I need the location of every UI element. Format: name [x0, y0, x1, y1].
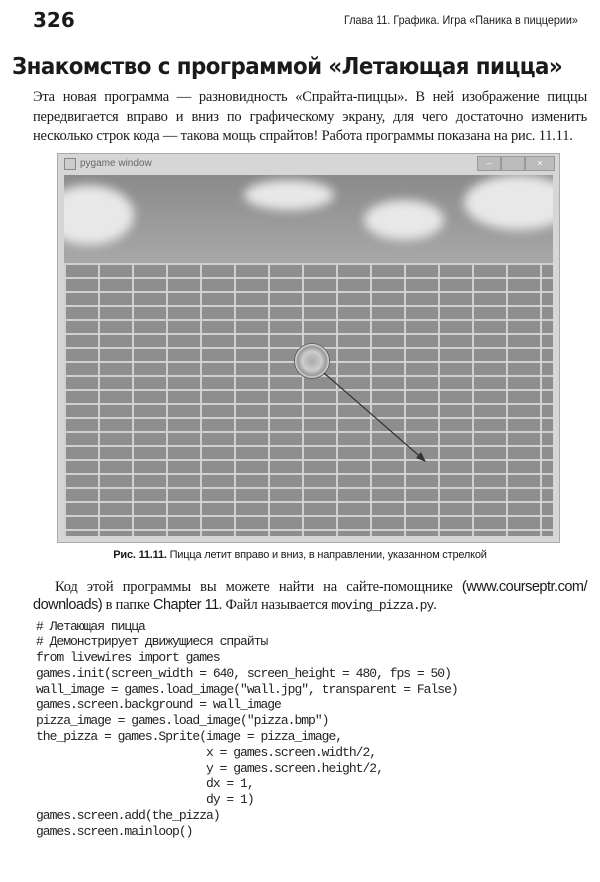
code-line: # Летающая пицца — [36, 618, 145, 634]
direction-arrow-icon — [64, 175, 553, 536]
figure-caption — [0, 548, 600, 562]
code-line: # Демонстрирует движущиеся спрайты — [36, 634, 268, 650]
code-line: games.init(screen_width = 640, screen_height = 480, fps = 50) — [36, 665, 451, 681]
file-name: moving_pizza.py — [331, 597, 434, 613]
minimize-icon: – — [477, 156, 501, 171]
game-screen — [64, 175, 553, 536]
code-line: y = games.screen.height/2, — [36, 760, 383, 776]
code-line: games.screen.add(the_pizza) — [36, 808, 220, 824]
page-body — [0, 88, 600, 840]
code-listing — [36, 619, 600, 840]
text: Код этой программы вы можете найти на сайте-помощнике — [55, 578, 462, 595]
code-line: games.screen.mainloop() — [36, 823, 193, 839]
caption-text: Пицца летит вправо и вниз, в направлении, указанном стрелкой — [166, 548, 487, 561]
text: . — [433, 596, 437, 613]
text: в папке — [102, 596, 153, 613]
window-title: pygame window — [80, 158, 152, 169]
code-line: from livewires import games — [36, 650, 220, 666]
section-title: Знакомство с программой «Летающая пицца» — [12, 54, 563, 80]
folder-name: Chapter 11 — [152, 596, 219, 613]
code-line: dx = 1, — [36, 776, 254, 792]
code-line: games.screen.background = wall_image — [36, 697, 281, 713]
code-line: x = games.screen.width/2, — [36, 744, 377, 760]
figure-pygame-window — [57, 153, 560, 543]
caption-label: Рис. 11.11. — [113, 548, 167, 561]
close-icon: × — [525, 156, 555, 171]
code-line: pizza_image = games.load_image("pizza.bmp") — [36, 713, 329, 729]
maximize-icon — [501, 156, 525, 171]
intro-paragraph: Эта новая программа — разновидность «Спрайта-пиццы». В ней изображение пиццы передвигается вправо и вниз по графическому экрану, для чего достаточно изменить несколько строк кода — такова мощь спрайтов! Работа программы показана на рис. 11.11. — [33, 89, 587, 144]
code-line: dy = 1) — [36, 792, 254, 808]
running-head: Глава 11. Графика. Игра «Паника в пиццерии» — [344, 13, 578, 27]
code-location-paragraph — [33, 578, 587, 614]
code-line: wall_image = games.load_image("wall.jpg", transparent = False) — [36, 681, 458, 697]
text: . Файл называется — [218, 596, 332, 613]
website-link: (www.courseptr.com/ downloads) — [33, 578, 587, 613]
app-icon — [64, 158, 76, 170]
page-number: 326 — [33, 8, 75, 32]
code-line: the_pizza = games.Sprite(image = pizza_image, — [36, 729, 343, 745]
